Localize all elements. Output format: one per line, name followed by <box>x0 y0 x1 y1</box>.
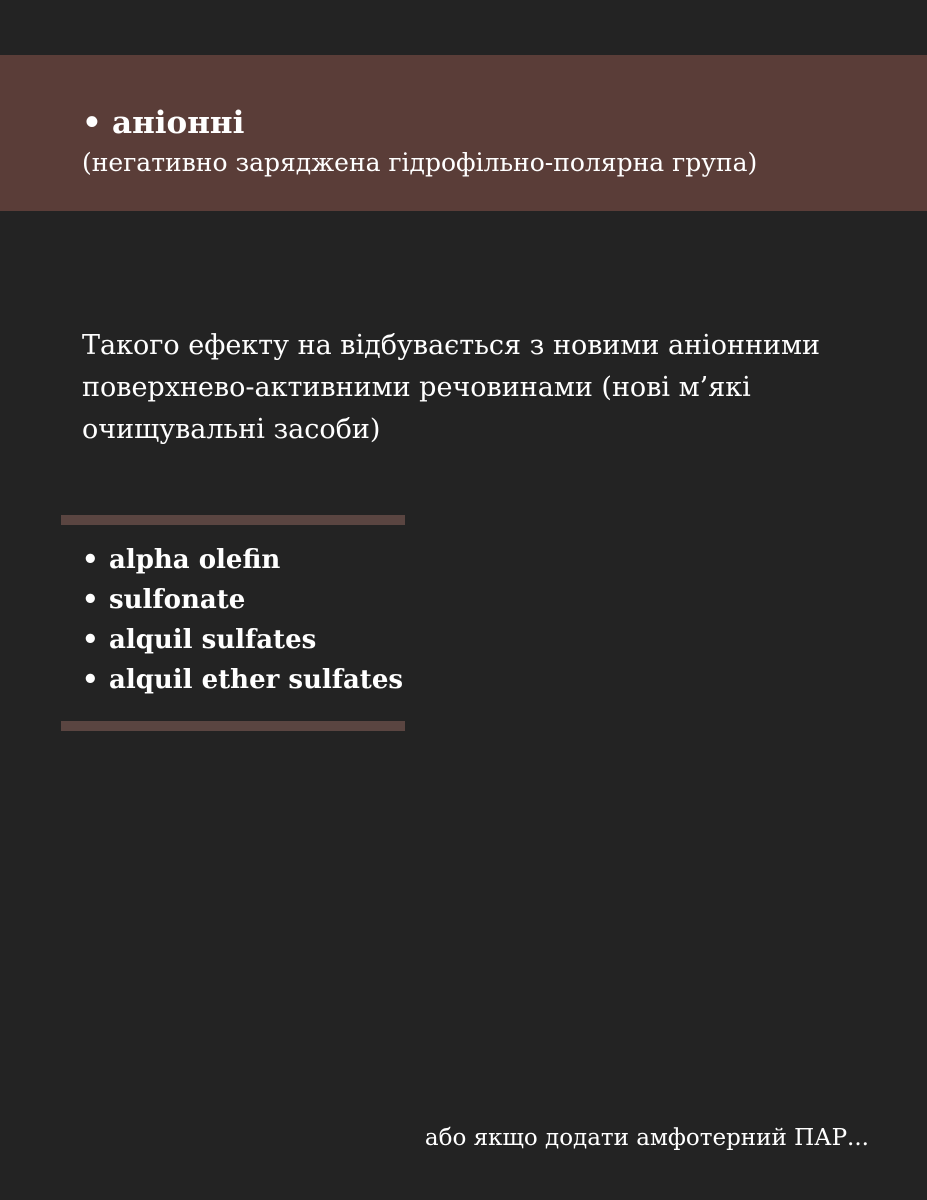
list-item <box>82 540 403 580</box>
list-item <box>82 660 403 700</box>
list-item-label: alquil sulfates <box>109 625 317 655</box>
section-heading-text: аніонні <box>112 105 245 141</box>
list-item <box>82 620 403 660</box>
bullet-icon: • <box>82 105 102 141</box>
section-subheading: (негативно заряджена гідрофільно-полярна група) <box>82 148 758 177</box>
list-item <box>82 580 403 620</box>
list-item-label: sulfonate <box>109 585 246 615</box>
list-item-label: alquil ether sulfates <box>109 665 403 695</box>
bullet-icon: • <box>82 545 99 575</box>
divider-bottom <box>61 721 405 731</box>
bullet-icon: • <box>82 665 99 695</box>
bullet-icon: • <box>82 585 99 615</box>
section-heading <box>82 104 244 142</box>
surfactant-list <box>82 540 403 700</box>
divider-top <box>61 515 405 525</box>
bullet-icon: • <box>82 625 99 655</box>
body-paragraph: Такого ефекту на відбувається з новими аніонними поверхнево-активними речовинами (нові м’які очищувальні засоби) <box>82 330 820 445</box>
footer-note: або якщо додати амфотерний ПАР... <box>424 1125 869 1151</box>
list-item-label: alpha olefin <box>109 545 281 575</box>
